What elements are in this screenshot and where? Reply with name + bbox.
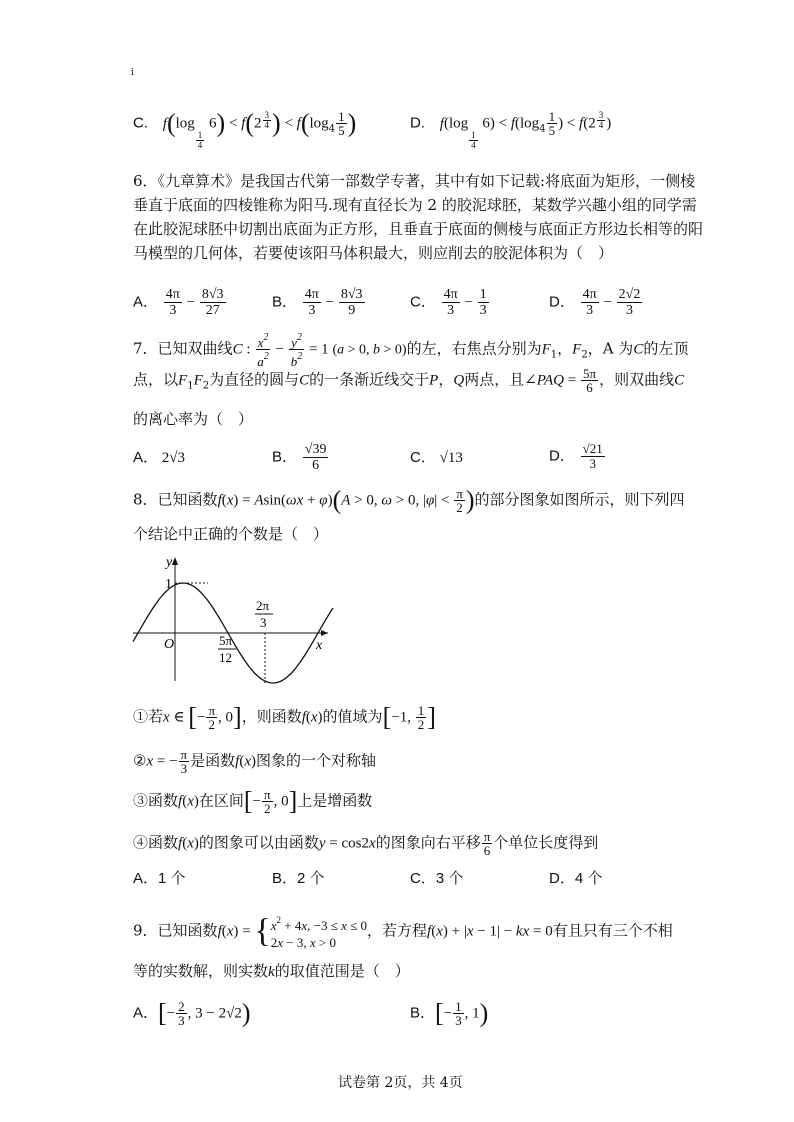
q7-option-b-label: B． <box>272 448 298 466</box>
q9-text-b: ，若方程 <box>367 921 428 940</box>
q8-s2-a: ② <box>133 751 147 770</box>
q8-line-1: 8．已知函数f(x) = Asin(ωx + φ)(A > 0, ω > 0, |φ| < $\frac{\pi}{2}$ )的部分图象如图所示，则下列四 <box>133 485 685 515</box>
q8-s1-a: ①若 <box>133 707 164 726</box>
q6-line-4: 马模型的几何体，若要使该阳马体积最大，则应削去的胶泥体积为（ ） <box>133 244 614 262</box>
q7-option-c: C． √13 <box>410 449 463 466</box>
q6-option-b: B． $\frac{4\pi}{3}$ − $\frac{8√3}{9}$ <box>272 287 363 318</box>
q6-option-c: C． $\frac{4\pi}{3}$ − $\frac{1}{3}$ <box>410 287 487 318</box>
q9-option-a-label: A． <box>133 1004 159 1022</box>
q7-line2-a: 点，以 <box>133 370 179 389</box>
q8-s4-c: 的图象向右平移 <box>375 833 481 852</box>
q8-number: 8． <box>133 490 158 509</box>
q8-s1-b: ，则函数 <box>241 707 302 726</box>
tick-2pi3-denominator: 3 <box>260 615 267 630</box>
q6-text-1: 《九章算术》是我国古代第一部数学专著，其中有如下记载:将底面为矩形，一侧棱 <box>157 172 696 190</box>
q9-number: 9． <box>133 921 158 940</box>
q7-line-2: 点，以$F_1F_2$为直径的圆与C的一条渐近线交于P，Q两点，且∠PAQ = $\frac{5\pi}{6}$ ，则双曲线C <box>133 366 685 395</box>
q7-option-a-label: A． <box>133 449 159 466</box>
q8-function-graph <box>128 553 338 688</box>
q6-option-a: A． $\frac{4\pi}{3}$ − $\frac{8√3}{27}$ <box>133 287 224 318</box>
q6-line-2: 垂直于底面的四棱锥称为阳马.现有直径长为 2 的胶泥球胚，某数学兴趣小组的同学需 <box>133 196 697 214</box>
q9-text-a: 已知函数 <box>157 921 218 940</box>
q8-statement-2: ②x = − $\frac{\pi}{3}$ 是函数f(x)图象的一个对称轴 <box>133 747 376 776</box>
q9-option-b-label: B． <box>410 1004 436 1022</box>
q7-line2-d: 两点，且 <box>464 370 525 389</box>
q7-text-c: ，A 为 <box>587 339 634 358</box>
q8-statement-3: ③函数f(x)在区间[− $\frac{\pi}{2}$ , 0]上是增函数 <box>133 786 373 816</box>
q7-line-3: 的离心率为（ ） <box>133 410 254 428</box>
q8-s2-b: 是函数 <box>190 751 236 770</box>
q8-s4-b: 的图象可以由函数 <box>198 833 319 852</box>
q7-option-d: D． $\frac{√21}{3}$ <box>549 441 603 471</box>
q9-option-a: A．[− $\frac{2}{3}$ , 3 − 2√2) <box>133 998 251 1028</box>
q8-s4-a: ④函数 <box>133 833 179 852</box>
q8-s4-d: 个单位长度得到 <box>493 833 599 852</box>
q7-option-a: A． 2√3 <box>133 449 185 466</box>
q8-option-b: B．2 个 <box>272 870 325 887</box>
q8-s3-b: 在区间 <box>198 791 244 810</box>
q7-line2-b: 为直径的圆与 <box>209 370 300 389</box>
tick-5pi12-numerator: 5π <box>219 633 233 648</box>
x-axis-label: x <box>316 638 323 653</box>
q6-option-c-label: C． <box>410 293 436 311</box>
q5-option-d: D. f(log $\frac{1}{4}$ $6) < f(\log_4$ $\frac{1}{5}$ ) < f(2 $\frac{3}{4}$ ) <box>410 109 612 150</box>
q5-option-c: C. f(log $\frac{1}{4}$ 6) < f(2 $\frac{3}{4}$ ) < $f(\log_4$ $\frac{1}{5}$ ) <box>133 108 357 150</box>
y-axis-arrow <box>172 557 178 565</box>
q5-option-c-label: C. <box>133 114 148 132</box>
q7-text-a: 已知双曲线 <box>157 339 233 358</box>
q8-s3-a: ③函数 <box>133 791 179 810</box>
tick-5pi12-denominator: 12 <box>219 650 232 665</box>
q8-option-d: D．4 个 <box>549 870 603 887</box>
q6-option-b-label: B． <box>272 293 298 311</box>
page-footer: 试卷第 2页，共 4页 <box>338 1075 463 1091</box>
q7-text-b: 的左，右焦点分别为 <box>406 339 542 358</box>
q6-option-a-label: A． <box>133 293 159 311</box>
tick-2pi3-numerator: 2π <box>256 598 270 613</box>
q9-line-1: 9．已知函数f(x) = { $x^2 + 4x$, −3 ≤ x ≤ 0 2x − 3, x > 0 ，若方程f(x) + |x − 1| − kx = 0有且只有三个不相 <box>133 912 673 950</box>
q7-text-d: 的左顶 <box>643 339 689 358</box>
q7-line-1: 7．已知双曲线C : $\frac{x^2}{a^2}$ − $\frac{y^2}{b^2}$ = 1 (a > 0, b > 0)的左，右焦点分别为$F_1$，$F_2$，A 为C的左顶 <box>133 332 689 369</box>
q6-line-1 <box>133 170 695 192</box>
q7-option-b: B． $\frac{√39}{6}$ <box>272 442 327 473</box>
origin-label: O <box>164 637 175 652</box>
x-axis-arrow <box>321 630 328 636</box>
y-axis-label: y <box>166 555 173 570</box>
header-mark: i <box>131 68 134 78</box>
q6-option-d: D． $\frac{4\pi}{3}$ − $\frac{2√2}{3}$ <box>549 287 641 318</box>
q7-number: 7． <box>133 339 158 358</box>
q7-line2-c: 的一条渐近线交于 <box>309 370 430 389</box>
q8-option-c: C．3 个 <box>410 870 464 887</box>
q7-option-d-label: D． <box>549 447 575 465</box>
q6-line-3: 在此胶泥球胚中切割出底面为正方形，且垂直于底面的侧棱与底面正方形边长相等的阳 <box>133 220 704 238</box>
q7-line2-e: ，则双曲线 <box>599 370 675 389</box>
q9-option-b: B．[− $\frac{1}{3}$ , 1) <box>410 998 489 1028</box>
q8-statement-4: ④函数f(x)的图象可以由函数y = cos2x的图象向右平移 $\frac{\pi}{6}$ 个单位长度得到 <box>133 829 599 858</box>
q9-line2-a: 等的实数解，则实数 <box>133 962 269 980</box>
q8-statement-1: ①若x ∈ [− $\frac{\pi}{2}$ , 0]，则函数f(x)的值域为[−1, $\frac{1}{2}$ ] <box>133 702 436 732</box>
q8-s3-c: 上是增函数 <box>297 791 373 810</box>
y-tick-1: 1 <box>165 577 172 592</box>
q5-option-d-label: D. <box>410 114 425 132</box>
q7-option-c-label: C． <box>410 449 436 466</box>
q9-line2-b: 的取值范围是（ ） <box>274 962 410 980</box>
q6-option-d-label: D． <box>549 293 575 311</box>
q8-line-2: 个结论中正确的个数是（ ） <box>133 525 329 543</box>
q8-s2-c: 图象的一个对称轴 <box>255 751 376 770</box>
q8-s1-c: 的值域为 <box>322 707 383 726</box>
q8-option-a: A．1 个 <box>133 870 186 887</box>
q6-number: 6． <box>133 172 158 190</box>
q8-text-b: 的部分图象如图所示，则下列四 <box>474 490 685 509</box>
q9-line-2: 等的实数解，则实数k的取值范围是（ ） <box>133 962 410 980</box>
q9-text-c: 有且只有三个不相 <box>552 921 673 940</box>
q8-text-a: 已知函数 <box>157 490 218 509</box>
